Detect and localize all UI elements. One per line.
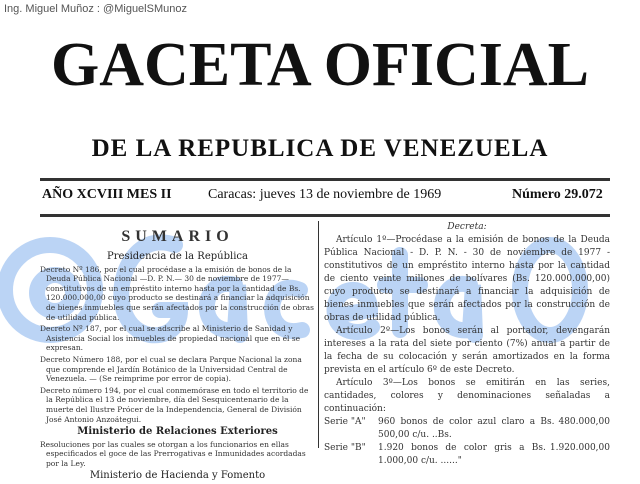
article: Artículo 2º—Los bonos serán al portador, devengarán intereses a la rata del siete por ciento (7%) anual a partir de la fecha de su colocación y serán amortizados en la forma prevista en el artículo 6º de este Decreto.: [324, 326, 610, 375]
series-label: Serie "A": [324, 417, 366, 427]
summary-item: Decreto Nº 187, por el cual se adscribe al Ministerio de Sanidad y Asistencia Social los inmuebles de propiedad nacional que en él se expresan.: [40, 324, 301, 353]
section-heading: Ministerio de Hacienda y Fomento: [89, 470, 266, 482]
masthead-title: GACETA OFICIAL: [51, 31, 589, 99]
divider: [40, 178, 610, 181]
summary-item: Decreto número 194, por el cual conmemórase en todo el territorio de la República el 13 de noviembre, día del Sesquicentenario de la muerte del Ilustre Prócer de la Independencia, General de División José Antonio Anzoátegui.: [40, 385, 309, 424]
date-label: Caracas: jueves 13 de noviembre de 1969: [208, 187, 442, 202]
series-amount: 480.000,00: [558, 417, 610, 427]
issue-number: Número 29.072: [512, 187, 603, 202]
series-amount: 1.920.000,00: [549, 443, 610, 453]
summary-heading: SUMARIO: [121, 228, 234, 245]
decree-column: [324, 221, 610, 468]
article: Artículo 3º—Los bonos se emitirán en las series, cantidades, colores y denominaciones señaladas a continuación:: [324, 378, 610, 414]
section-heading: Ministerio de Relaciones Exteriores: [77, 426, 278, 438]
year-label: AÑO XCVIII MES II: [42, 187, 172, 202]
summary-item: Decreto Número 188, por el cual se declara Parque Nacional la zona que comprende el Jardín Botánico de la Universidad Central de Venezuela. — (Se reimprime por error de copia).: [40, 354, 302, 384]
decree-heading: Decreta:: [447, 222, 487, 232]
column-divider: [318, 221, 319, 448]
article: Artículo 1º—Procédase a la emisión de bonos de la Deuda Pública Nacional - D. P. N. - 30 de noviembre de 1977 - constitutivos de un empréstito interno hasta por la cantidad de ciento veinte millones de bolívares (Bs. 120.000.000,00) cuyo producto se destinará a financiar la adquisición de bienes inmuebles que serán afectados por la construcción de obras de utilidad pública.: [324, 235, 610, 323]
series-label: Serie "B": [324, 443, 366, 453]
summary-item: Resoluciones por las cuales se otorgan a los funcionarios en ellas especificados el goce de las Prerrogativas e Inmunidades acordadas por la Ley.: [40, 439, 306, 468]
masthead-subtitle: DE LA REPUBLICA DE VENEZUELA: [91, 135, 549, 162]
section-heading: Presidencia de la República: [107, 251, 248, 262]
series-row: [324, 416, 610, 442]
author-caption: Ing. Miguel Muñoz : @MiguelSMunoz: [4, 3, 187, 15]
summary-column: [40, 228, 315, 484]
series-desc: 960 bonos de color azul claro a Bs. 500,00 c/u. ..Bs.: [378, 417, 555, 440]
series-row: [324, 442, 610, 468]
series-desc: 1.920 bonos de color gris a Bs. 1.000,00 c/u. ......": [378, 443, 546, 466]
summary-item: Decreto Nº 186, por el cual procédase a la emisión de bonos de la Deuda Pública Nacional —D. P. N.— 30 de noviembre de 1977— constitutivos de un empréstito interno hasta por la cantidad de Bs. 120.000.000,00 cuyo producto se destinará a financiar la adquisición de bienes inmuebles que serán afectados por la construcción de obras de utilidad pública.: [40, 264, 314, 322]
divider: [40, 214, 610, 217]
